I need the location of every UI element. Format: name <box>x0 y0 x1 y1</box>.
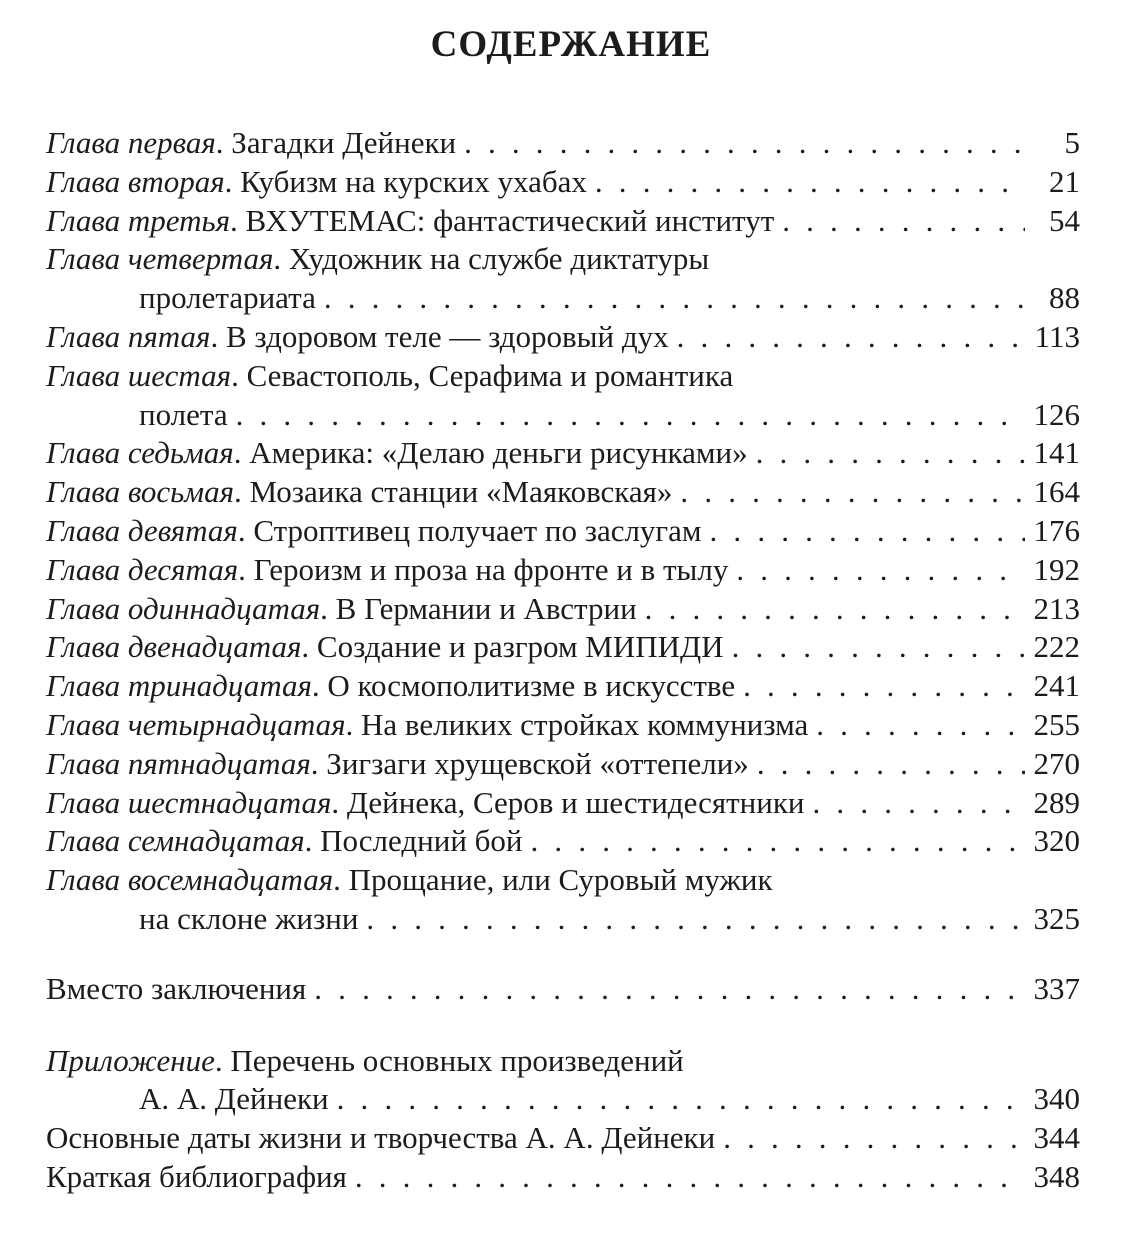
dot-leader <box>723 1119 1025 1158</box>
dot-leader <box>813 784 1025 823</box>
chapter-title: Америка: «Делаю деньги рисунками» <box>249 435 748 471</box>
toc-entry-conclusion[interactable] <box>46 970 1080 1009</box>
dot-leader <box>736 551 1025 590</box>
page-number: 176 <box>1033 512 1080 548</box>
dot-leader <box>324 279 1025 318</box>
separator: . <box>237 512 254 548</box>
chapter-title: Мозаика станции «Маяковская» <box>249 474 673 510</box>
dot-leader <box>680 473 1025 512</box>
dot-leader <box>743 667 1025 706</box>
dot-leader <box>531 822 1025 861</box>
page-number: 289 <box>1033 784 1080 820</box>
chapter-title: Прощание, или Суровый мужик <box>348 862 773 898</box>
separator: . <box>230 202 246 238</box>
chapter-label: Глава четырнадцатая <box>46 706 346 742</box>
page-number: 325 <box>1033 900 1080 936</box>
page-number: 21 <box>1049 163 1080 199</box>
chapter-label: Глава седьмая <box>46 435 234 471</box>
dot-leader <box>732 628 1025 667</box>
chapter-label: Глава десятая <box>46 551 239 587</box>
toc-entry-5[interactable] <box>46 318 1080 357</box>
page-number: 320 <box>1033 823 1080 859</box>
separator: . <box>345 706 362 742</box>
chapter-title: Художник на службе диктатуры <box>288 241 710 277</box>
chapter-label: Глава шестая <box>46 357 232 393</box>
toc-entry-16[interactable] <box>46 784 1080 823</box>
chapter-title: Строптивец получает по заслугам <box>253 512 702 548</box>
separator: . <box>231 357 247 393</box>
page-title: СОДЕРЖАНИЕ <box>430 24 712 65</box>
chapter-label: Глава тринадцатая <box>46 668 312 704</box>
chapter-title: Последний бой <box>320 823 523 859</box>
toc-entry-13[interactable] <box>46 667 1080 706</box>
toc-entry-11[interactable] <box>46 590 1080 629</box>
chapter-label: Глава восемнадцатая <box>46 862 334 898</box>
separator: . <box>233 474 250 510</box>
page-number: 348 <box>1033 1158 1080 1194</box>
dot-leader <box>756 434 1025 473</box>
dot-leader <box>595 163 1025 202</box>
entry-title: Вместо заключения <box>46 970 307 1006</box>
page-number: 5 <box>1064 125 1080 160</box>
dot-leader <box>236 396 1025 435</box>
toc-entry-bibliography[interactable] <box>46 1158 1080 1197</box>
chapter-label: Глава двенадцатая <box>46 629 302 665</box>
dot-leader <box>314 970 1025 1009</box>
chapter-label: Глава третья <box>46 202 231 238</box>
separator: . <box>301 629 317 665</box>
dot-leader <box>677 318 1025 357</box>
section-spacer <box>46 939 1080 970</box>
toc-entry-7[interactable] <box>46 434 1080 473</box>
chapter-title: В Германии и Австрии <box>335 590 637 626</box>
chapter-label: Глава первая <box>46 125 216 160</box>
toc-entry-2[interactable] <box>46 163 1080 202</box>
toc-entry-1[interactable] <box>46 124 1080 163</box>
page-number: 213 <box>1033 590 1080 626</box>
dot-leader <box>757 745 1025 784</box>
toc-entry-14[interactable] <box>46 706 1080 745</box>
page-number: 113 <box>1034 318 1080 354</box>
chapter-label: Глава одиннадцатая <box>46 590 321 626</box>
page-number: 270 <box>1033 745 1080 781</box>
separator: . <box>310 745 327 781</box>
chapter-title: Героизм и проза на фронте и в тылу <box>253 551 729 587</box>
page-number: 340 <box>1033 1081 1080 1117</box>
chapter-label: Глава семнадцатая <box>46 823 305 859</box>
page-number: 192 <box>1033 551 1080 587</box>
separator: . <box>233 435 250 471</box>
chapter-label: Глава восьмая <box>46 474 234 510</box>
chapter-title: Кубизм на курских ухабах <box>240 163 587 199</box>
entry-title: Основные даты жизни и творчества А. А. Дейнеки <box>46 1120 716 1156</box>
chapter-label: Глава шестнадцатая <box>46 784 332 820</box>
toc-entry-18[interactable] <box>46 861 1080 939</box>
chapter-title: Загадки Дейнеки <box>231 125 457 160</box>
chapter-title: На великих стройках коммунизма <box>361 706 809 742</box>
chapter-title: Дейнека, Серов и шестидесятники <box>346 784 805 820</box>
separator: . <box>224 163 241 199</box>
page-number: 222 <box>1033 629 1080 665</box>
chapter-title-continuation: на склоне жизни <box>139 900 359 936</box>
toc-entry-3[interactable] <box>46 202 1080 241</box>
separator: . <box>215 125 232 160</box>
chapter-title-continuation: пролетариата <box>139 280 316 316</box>
separator: . <box>331 784 347 820</box>
entry-title-continuation: А. А. Дейнеки <box>139 1081 329 1117</box>
chapter-title: В здоровом теле — здоровый дух <box>225 318 669 354</box>
chapter-label: Глава девятая <box>46 512 238 548</box>
chapter-label: Глава четвертая <box>46 241 274 277</box>
dot-leader <box>366 900 1025 939</box>
toc-entry-15[interactable] <box>46 745 1080 784</box>
toc-list <box>46 124 1080 1197</box>
entry-title: Перечень основных произведений <box>230 1042 684 1078</box>
page-number: 54 <box>1049 202 1080 238</box>
chapter-title: ВХУТЕМАС: фантастический институт <box>245 202 775 238</box>
separator: . <box>238 551 254 587</box>
toc-entry-dates[interactable] <box>46 1119 1080 1158</box>
separator: . <box>333 862 349 898</box>
dot-leader <box>710 512 1025 551</box>
chapter-title: Севастополь, Серафима и романтика <box>246 357 734 393</box>
chapter-title: О космополитизме в искусстве <box>327 668 736 704</box>
appendix-label: Приложение <box>46 1042 215 1078</box>
page-number: 344 <box>1033 1120 1080 1156</box>
dot-leader <box>355 1158 1025 1197</box>
toc-entry-appendix[interactable] <box>46 1042 1080 1120</box>
toc-entry-12[interactable] <box>46 628 1080 667</box>
separator: . <box>214 1042 231 1078</box>
chapter-label: Глава пятнадцатая <box>46 745 311 781</box>
dot-leader <box>816 706 1025 745</box>
chapter-label: Глава вторая <box>46 163 225 199</box>
page-number: 126 <box>1033 396 1080 432</box>
dot-leader <box>782 202 1025 241</box>
toc-entry-17[interactable] <box>46 822 1080 861</box>
separator: . <box>311 668 328 704</box>
dot-leader <box>337 1080 1025 1119</box>
page-number: 337 <box>1033 970 1080 1006</box>
separator: . <box>304 823 321 859</box>
entry-title: Краткая библиография <box>46 1158 347 1194</box>
chapter-title: Зигзаги хрущевской «оттепели» <box>326 745 749 781</box>
dot-leader <box>464 124 1025 163</box>
toc-entry-4[interactable] <box>46 240 1080 318</box>
toc-entry-6[interactable] <box>46 357 1080 435</box>
chapter-label: Глава пятая <box>46 318 211 354</box>
page-number: 141 <box>1033 435 1080 471</box>
dot-leader <box>645 590 1025 629</box>
toc-entry-8[interactable] <box>46 473 1080 512</box>
toc-entry-9[interactable] <box>46 512 1080 551</box>
toc-entry-10[interactable] <box>46 551 1080 590</box>
section-spacer <box>46 1009 1080 1042</box>
page-number: 164 <box>1033 474 1080 510</box>
chapter-title-continuation: полета <box>139 396 228 432</box>
separator: . <box>320 590 336 626</box>
page-number: 255 <box>1033 706 1080 742</box>
separator: . <box>210 318 226 354</box>
separator: . <box>273 241 289 277</box>
page-number: 241 <box>1033 668 1080 704</box>
page-number: 88 <box>1049 280 1080 316</box>
chapter-title: Создание и разгром МИПИДИ <box>316 629 724 665</box>
